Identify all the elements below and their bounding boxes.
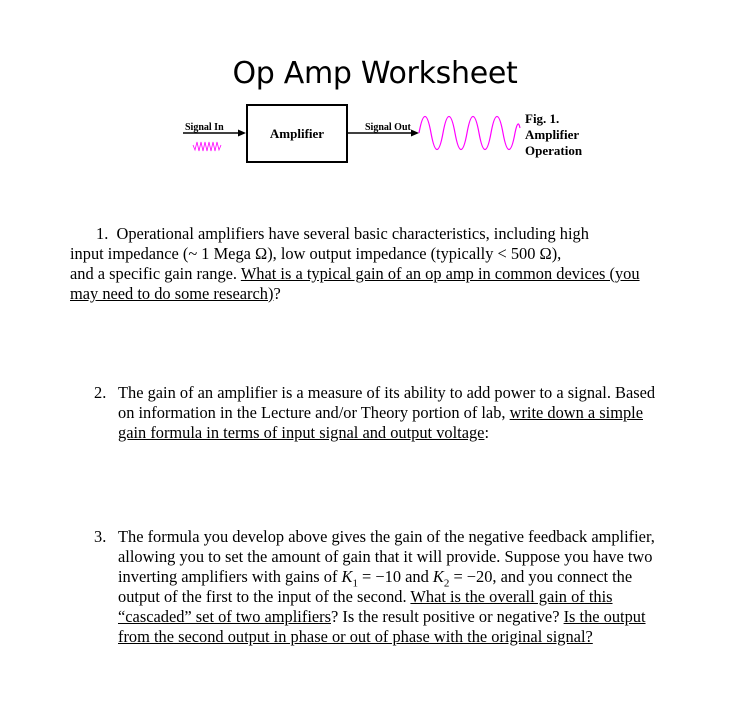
question-2-text: : (484, 423, 490, 442)
page-title: Op Amp Worksheet (232, 56, 518, 91)
question-3-text: ? Is the result positive or negative? (330, 607, 564, 626)
k2-subscript: 2 (443, 577, 450, 590)
signal-out-label: Signal Out (365, 122, 411, 133)
amplifier-block (246, 104, 348, 163)
question-3-line (118, 627, 734, 647)
question-number: 3. (94, 527, 107, 546)
k2-value: = −20 (449, 567, 493, 586)
output-arrow-head (411, 130, 419, 137)
question-2-text: on information in the Lecture and/or Theory portion of lab, (118, 403, 510, 422)
k1-subscript: 1 (352, 577, 358, 590)
k1-value: = −10 (357, 567, 402, 586)
question-3-text: , and you connect the (492, 567, 633, 586)
question-3-prompt: Is the output (563, 607, 646, 626)
figure-caption-line: Fig. 1. (525, 111, 560, 126)
question-3-line: The formula you develop above gives the gain of the negative feedback amplifier, (118, 527, 655, 546)
question-number: 1. (96, 224, 109, 243)
figure-caption-line: Operation (525, 143, 583, 158)
question-1-line (70, 224, 710, 244)
question-3-prompt: What is the overall gain of this (410, 587, 613, 606)
question-2 (94, 383, 734, 443)
question-1 (70, 224, 710, 304)
figure-caption-line: Amplifier (525, 127, 580, 142)
question-3-line: allowing you to set the amount of gain that it will provide. Suppose you have two (118, 547, 653, 566)
question-2-prompt: gain formula in terms of input signal and output voltage (118, 423, 485, 442)
input-arrow-head (238, 130, 246, 137)
input-wave (193, 142, 221, 151)
question-3-body (94, 527, 734, 647)
question-1-line (70, 284, 710, 304)
question-3-line (118, 607, 734, 627)
question-1-text: Operational amplifiers have several basic characteristics, including high (116, 224, 589, 243)
question-1-line (70, 264, 710, 284)
question-1-prompt: What is a typical gain of an op amp in common devices (you (240, 264, 640, 283)
signal-in-label: Signal In (185, 122, 224, 133)
question-2-body (94, 383, 734, 443)
question-3-line (118, 587, 734, 607)
question-1-line: input impedance (~ 1 Mega Ω), low output impedance (typically < 500 Ω), (70, 244, 562, 263)
question-2-line (118, 423, 734, 443)
question-1-prompt: may need to do some research) (70, 284, 274, 303)
k1-variable: K (341, 567, 353, 586)
question-3 (94, 527, 734, 647)
question-3-text: inverting amplifiers with gains of (118, 567, 342, 586)
amplifier-label: Amplifier (269, 125, 325, 141)
output-wave (419, 117, 520, 150)
question-3-prompt: “cascaded” set of two amplifiers (118, 607, 331, 626)
question-3-text: and (401, 567, 433, 586)
question-2-line (118, 403, 734, 423)
question-number: 2. (94, 383, 107, 402)
figure-caption (525, 111, 582, 159)
question-2-line: The gain of an amplifier is a measure of its ability to add power to a signal. Based (118, 383, 656, 402)
question-2-prompt: write down a simple (509, 403, 643, 422)
question-3-prompt: from the second output in phase or out of phase with the original signal? (118, 627, 593, 646)
question-1-text: ? (273, 284, 281, 303)
question-1-text: and a specific gain range. (70, 264, 241, 283)
k2-variable: K (432, 567, 444, 586)
question-3-line (118, 567, 734, 590)
question-3-text: output of the first to the input of the second. (118, 587, 411, 606)
